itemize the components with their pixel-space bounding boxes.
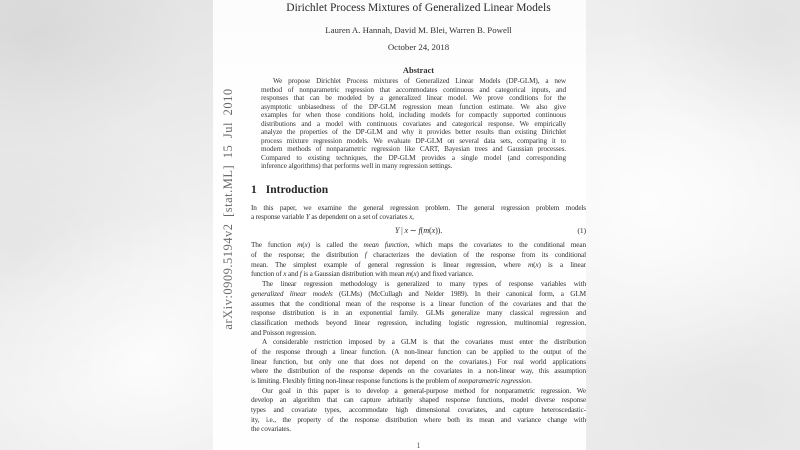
- text-line: assumes that the conditional mean of the response is a linear function of the covariates and that the: [251, 298, 586, 308]
- abstract-text: [261, 77, 566, 171]
- equation-number: (1): [577, 225, 586, 235]
- text-line: a response variable Y as dependent on a set of covariates x,: [251, 212, 414, 222]
- page-number: 1: [416, 441, 421, 450]
- text-line: types and covariate types, accommodate high dimensional covariates, and capture heteroscedastic-: [251, 405, 586, 415]
- section-number: 1: [251, 183, 257, 196]
- abstract-line: responses that can be modeled by a generalized linear model. We prove conditions for the: [261, 94, 566, 102]
- paragraph: [251, 386, 586, 434]
- text-line: In this paper, we examine the general regression problem. The general regression problem models: [251, 202, 586, 212]
- section-heading: [251, 184, 586, 197]
- text-line: The function m(x) is called the mean function, which maps the covariates to the conditional mean: [251, 240, 586, 250]
- abstract-line: method of nonparametric regression that accommodates continuous and categorical inputs, and: [261, 85, 566, 94]
- paper-page: [213, 0, 586, 450]
- abstract-line: inference algorithms) that performs well in many regression settings.: [261, 162, 453, 170]
- equation: [251, 226, 586, 235]
- text-line: develop an algorithm that can capture arbitarily shaped response functions, model diverse response: [251, 395, 586, 405]
- abstract-line: modern methods of nonparametric regression like CART, Bayesian trees and Gaussian processes.: [261, 145, 566, 153]
- text-line: response distribution is in an exponential family. GLMs generalize many classical regression and: [251, 308, 586, 318]
- paper-title: Dirichlet Process Mixtures of Generalized Linear Models: [286, 2, 551, 14]
- paper-date: October 24, 2018: [387, 42, 450, 52]
- paragraph: [251, 337, 586, 385]
- text-line: ity, i.e., the property of the response distribution where both its mean and variance change with: [251, 414, 586, 424]
- arxiv-watermark: arXiv:0909.5194v2 [stat.ML] 15 Jul 2010: [221, 88, 235, 330]
- abstract-line: analyze the properties of the DP-GLM and why it provides better results than existing Dirichlet: [261, 128, 566, 136]
- text-line: The linear regression methodology is generalized to many types of response variables with: [262, 279, 586, 289]
- backdrop-right: [586, 0, 800, 450]
- paper-content: [251, 0, 586, 450]
- abstract-line: asymptotic unbiasedness of the DP-GLM regression mean function estimate. We also give: [261, 102, 566, 111]
- text-line: generalized linear models (GLMs) (McCullagh and Nelder 1989). In their canonical form, a GLM: [251, 288, 586, 298]
- text-line: the covariates.: [251, 424, 291, 434]
- paragraph: [251, 203, 586, 222]
- equation-formula: Y | x ∼ f(m(x)).: [394, 225, 443, 235]
- text-line: function of x and f is a Gaussian distribution with mean m(x) and fixed variance.: [251, 269, 474, 279]
- abstract-line: examples for when those conditions hold, including models for compactly supported continuous: [261, 111, 566, 119]
- abstract-line: distributions and a model with continuous covariates and categorical response. We empirically: [261, 119, 566, 128]
- abstract-heading: Abstract: [402, 66, 435, 75]
- section-title: Introduction: [265, 183, 329, 196]
- text-line: where the distribution of the response depends on the covariates in a non-linear way, this assumption: [251, 366, 586, 376]
- text-line: classification methods beyond linear regression, including logistic regression, multinomial regression,: [251, 317, 586, 327]
- text-line: Our goal in this paper is to develop a general-purpose method for nonparametric regression. We: [262, 385, 586, 395]
- abstract-line: Compared to existing techniques, the DP-GLM provides a single model (and corresponding: [261, 153, 566, 162]
- paper-authors: Lauren A. Hannah, David M. Blei, Warren B. Powell: [325, 25, 512, 35]
- abstract-line: process mixture regression models. We evaluate DP-GLM on several data sets, comparing it to: [261, 136, 566, 145]
- paragraph: [251, 279, 586, 337]
- backdrop-left: [0, 0, 213, 450]
- text-line: of the response through a linear function. (A non-linear function can be applied to the output of the: [251, 346, 586, 356]
- text-line: and Poisson regression.: [251, 327, 317, 337]
- text-line: linear function, but only one that does not depend on the covariates.) For real world applications: [251, 356, 586, 366]
- text-line: of the response; the distribution f characterizes the deviation of the response from its conditional: [251, 250, 586, 260]
- paragraph: [251, 240, 586, 279]
- text-line: is limiting. Flexibly fitting non-linear response functions is the problem of nonparametric regression.: [251, 376, 532, 385]
- abstract-line: We propose Dirichlet Process mixtures of Generalized Linear Models (DP-GLM), a new: [273, 77, 566, 85]
- text-line: mean. The simplest example of general regression is linear regression, where m(x) is a linear: [251, 259, 586, 269]
- text-line: A considerable restriction imposed by a GLM is that the covariates must enter the distribution: [262, 337, 586, 347]
- body-text: [251, 203, 586, 435]
